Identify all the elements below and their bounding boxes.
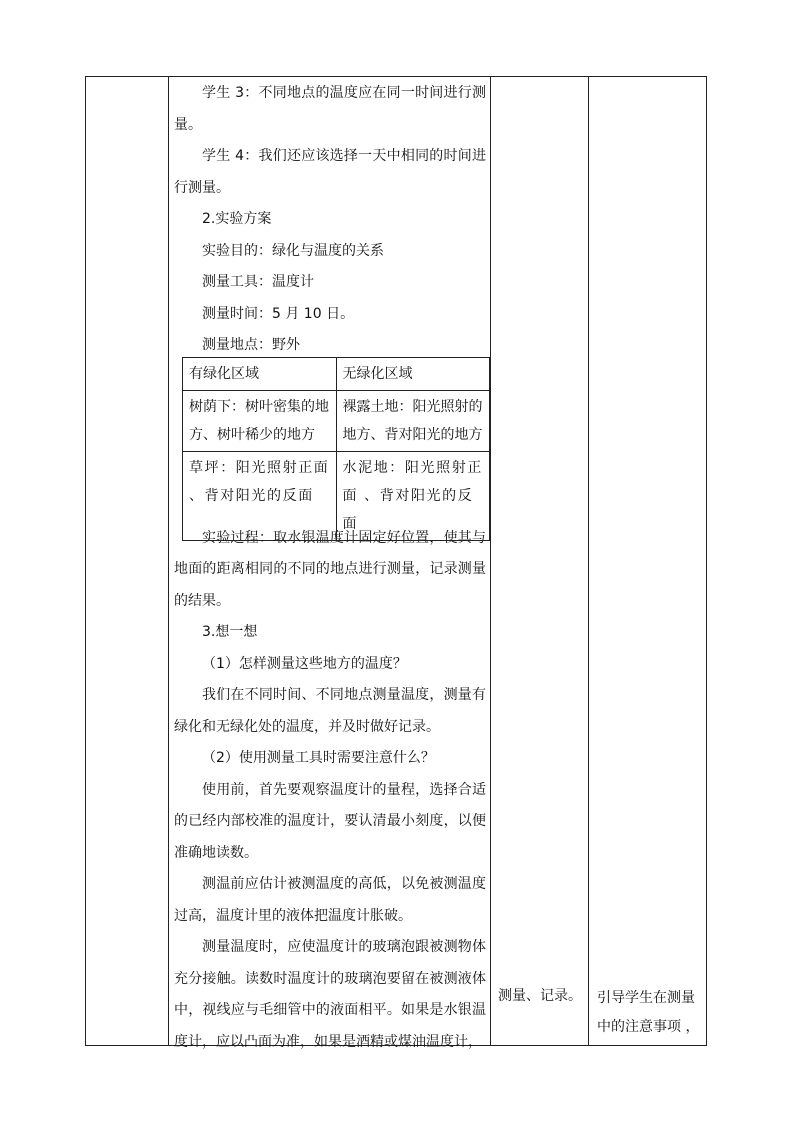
teaching-content-column	[174, 78, 486, 1058]
answer-2c: 测量温度时，应使温度计的玻璃泡跟被测物体充分接触。读数时温度计的玻璃泡要留在被测液体中，视线应与毛细管中的液面相平。如果是水银温度计，应以凸面为准，如果是酒精或煤油温度计，	[174, 939, 486, 1050]
column-divider-1	[168, 76, 169, 1046]
measurement-time: 测量时间：5 月 10 日。	[202, 305, 355, 322]
experiment-purpose: 实验目的：绿化与温度的关系	[202, 242, 384, 259]
table-cell: 树荫下：树叶密集的地方、树叶稀少的地方	[183, 391, 337, 452]
answer-1: 我们在不同时间、不同地点测量温度，测量有绿化和无绿化处的温度，并及时做好记录。	[174, 687, 486, 735]
table-header: 无绿化区域	[336, 358, 490, 391]
column-divider-2	[490, 76, 491, 1046]
table-row	[183, 391, 490, 452]
student4-text: 学生 4：我们还应该选择一天中相同的时间进行测量。	[174, 148, 486, 196]
table-cell: 草坪：阳光照射正面 、背对阳光的反面	[183, 452, 337, 541]
measurement-tool: 测量工具：温度计	[202, 274, 314, 290]
location-table	[182, 357, 490, 541]
design-intent-text: 引导学生在测量中的注意事项 ，	[597, 990, 700, 1035]
question-2: （2）使用测量工具时需要注意什么？	[202, 750, 435, 766]
answer-2a: 使用前，首先要观察温度计的量程，选择合适的已经内部校准的温度计，要认清最小刻度，以便准确地读数。	[174, 781, 486, 861]
section-heading-experiment-plan: 2.实验方案	[202, 211, 272, 227]
student3-text: 学生 3：不同地点的温度应在同一时间进行测量。	[174, 85, 486, 133]
column-divider-3	[588, 76, 589, 1046]
table-row	[183, 452, 490, 541]
table-cell: 水泥地：阳光照射正面 、背对阳光的反面	[336, 452, 490, 541]
answer-2b: 测温前应估计被测温度的高低，以免被测温度过高，温度计里的液体把温度计胀破。	[174, 876, 486, 924]
student-activity-text: 测量、记录。	[498, 988, 582, 1004]
measurement-place: 测量地点：野外	[202, 337, 300, 353]
table-cell: 裸露土地：阳光照射的地方、背对阳光的地方	[336, 391, 490, 452]
experiment-process: 实验过程：取水银温度计固定好位置，使其与地面的距离相同的不同的地点进行测量，记录测量的结果。	[174, 529, 486, 609]
section-heading-think: 3.想一想	[202, 624, 258, 640]
table-row	[183, 358, 490, 391]
question-1: （1）怎样测量这些地方的温度？	[202, 655, 407, 672]
table-header: 有绿化区域	[183, 358, 337, 391]
